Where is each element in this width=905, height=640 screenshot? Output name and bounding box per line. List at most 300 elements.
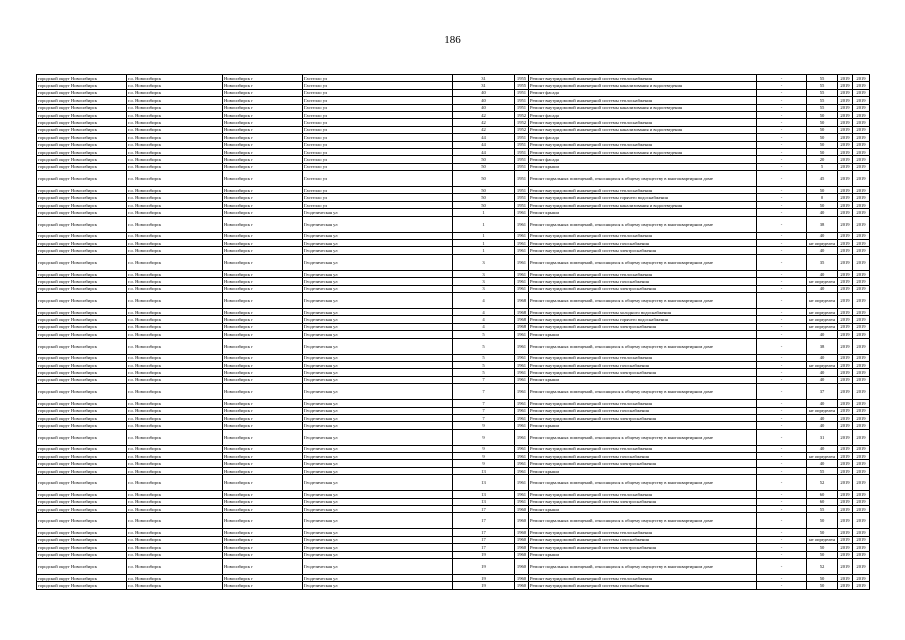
cell-municipal-unit: г.о. Новосибирск [127, 558, 223, 574]
cell-municipality: городской округ Новосибирск [37, 460, 127, 467]
cell-settlement: Новосибирск г [223, 384, 303, 400]
cell-planned-cost: 40 [807, 209, 838, 216]
cell-street: Гастелло ул [303, 97, 453, 104]
cell-street: Геодезическая ул [303, 292, 453, 308]
table-row [37, 376, 870, 383]
cell-work-note: - [757, 232, 807, 239]
cell-build-year: 1968 [515, 316, 529, 323]
cell-work-type: Ремонт внутридомовой инженерной системы теплоснабжения [529, 75, 757, 82]
cell-municipality: городской округ Новосибирск [37, 82, 127, 89]
cell-end-year: 2019 [853, 376, 870, 383]
cell-work-note: - [757, 445, 807, 452]
cell-planned-cost: 50 [807, 126, 838, 133]
cell-house-number: 7 [453, 400, 515, 407]
cell-municipality: городской округ Новосибирск [37, 247, 127, 254]
cell-planned-cost: 37 [807, 384, 838, 400]
cell-end-year: 2019 [853, 270, 870, 277]
cell-municipal-unit: г.о. Новосибирск [127, 240, 223, 247]
cell-settlement: Новосибирск г [223, 316, 303, 323]
cell-work-note: - [757, 156, 807, 163]
cell-settlement: Новосибирск г [223, 338, 303, 354]
cell-street: Геодезическая ул [303, 453, 453, 460]
cell-street: Геодезическая ул [303, 445, 453, 452]
cell-build-year: 1961 [515, 278, 529, 285]
cell-municipal-unit: г.о. Новосибирск [127, 187, 223, 194]
table-row [37, 429, 870, 445]
cell-start-year: 2019 [838, 407, 853, 414]
cell-house-number: 4 [453, 316, 515, 323]
table-row [37, 384, 870, 400]
cell-house-number: 9 [453, 429, 515, 445]
cell-work-note: - [757, 126, 807, 133]
cell-build-year: 1961 [515, 216, 529, 232]
cell-start-year: 2019 [838, 460, 853, 467]
table-row [37, 111, 870, 118]
table-row [37, 467, 870, 474]
cell-work-type: Ремонт крыши [529, 209, 757, 216]
cell-work-type: Ремонт крыши [529, 467, 757, 474]
cell-settlement: Новосибирск г [223, 491, 303, 498]
cell-street: Гастелло ул [303, 156, 453, 163]
cell-municipal-unit: г.о. Новосибирск [127, 513, 223, 529]
cell-street: Геодезическая ул [303, 467, 453, 474]
cell-municipality: городской округ Новосибирск [37, 544, 127, 551]
cell-build-year: 1952 [515, 126, 529, 133]
cell-settlement: Новосибирск г [223, 187, 303, 194]
cell-settlement: Новосибирск г [223, 414, 303, 421]
cell-planned-cost: 55 [807, 89, 838, 96]
cell-settlement: Новосибирск г [223, 194, 303, 201]
cell-end-year: 2019 [853, 429, 870, 445]
cell-work-note: - [757, 97, 807, 104]
cell-planned-cost: не определен [807, 361, 838, 368]
cell-work-note: - [757, 361, 807, 368]
cell-build-year: 1961 [515, 445, 529, 452]
cell-house-number: 4 [453, 308, 515, 315]
cell-street: Гастелло ул [303, 163, 453, 170]
cell-end-year: 2019 [853, 89, 870, 96]
table-row [37, 247, 870, 254]
table-row [37, 338, 870, 354]
cell-build-year: 1951 [515, 187, 529, 194]
cell-house-number: 13 [453, 491, 515, 498]
cell-municipality: городской округ Новосибирск [37, 338, 127, 354]
cell-planned-cost: 31 [807, 429, 838, 445]
cell-street: Геодезическая ул [303, 247, 453, 254]
cell-work-type: Ремонт подвальных помещений, относящихся к общему имуществу в многоквартирном доме [529, 338, 757, 354]
cell-municipal-unit: г.о. Новосибирск [127, 104, 223, 111]
cell-work-type: Ремонт крыши [529, 551, 757, 558]
cell-end-year: 2019 [853, 209, 870, 216]
cell-street: Геодезическая ул [303, 338, 453, 354]
cell-settlement: Новосибирск г [223, 506, 303, 513]
cell-end-year: 2019 [853, 544, 870, 551]
cell-work-type: Ремонт внутридомовой инженерной системы электроснабжения [529, 498, 757, 505]
cell-work-note: - [757, 582, 807, 589]
cell-municipality: городской округ Новосибирск [37, 316, 127, 323]
cell-planned-cost: не определен [807, 292, 838, 308]
cell-planned-cost: не определен [807, 453, 838, 460]
cell-work-note: - [757, 82, 807, 89]
cell-start-year: 2019 [838, 240, 853, 247]
table-row [37, 209, 870, 216]
cell-house-number: 40 [453, 97, 515, 104]
cell-start-year: 2019 [838, 506, 853, 513]
cell-start-year: 2019 [838, 104, 853, 111]
cell-municipal-unit: г.о. Новосибирск [127, 316, 223, 323]
cell-work-type: Ремонт внутридомовой инженерной системы канализования и водоотведения [529, 104, 757, 111]
cell-start-year: 2019 [838, 475, 853, 491]
cell-end-year: 2019 [853, 407, 870, 414]
table-row [37, 453, 870, 460]
cell-end-year: 2019 [853, 126, 870, 133]
cell-street: Геодезическая ул [303, 316, 453, 323]
cell-work-type: Ремонт внутридомовой инженерной системы теплоснабжения [529, 270, 757, 277]
table-row [37, 97, 870, 104]
cell-end-year: 2019 [853, 369, 870, 376]
cell-work-note: - [757, 171, 807, 187]
cell-work-type: Ремонт подвальных помещений, относящихся к общему имуществу в многоквартирном доме [529, 429, 757, 445]
cell-end-year: 2019 [853, 316, 870, 323]
cell-settlement: Новосибирск г [223, 216, 303, 232]
cell-build-year: 1961 [515, 422, 529, 429]
cell-street: Геодезическая ул [303, 400, 453, 407]
cell-settlement: Новосибирск г [223, 82, 303, 89]
cell-work-type: Ремонт внутридомовой инженерной системы горячего водоснабжения [529, 194, 757, 201]
cell-work-type: Ремонт внутридомовой инженерной системы теплоснабжения [529, 445, 757, 452]
cell-house-number: 3 [453, 254, 515, 270]
table-row [37, 119, 870, 126]
cell-build-year: 1961 [515, 429, 529, 445]
table-row [37, 551, 870, 558]
cell-municipal-unit: г.о. Новосибирск [127, 156, 223, 163]
cell-start-year: 2019 [838, 422, 853, 429]
cell-street: Геодезическая ул [303, 308, 453, 315]
cell-work-note: - [757, 141, 807, 148]
table-row [37, 163, 870, 170]
cell-settlement: Новосибирск г [223, 498, 303, 505]
cell-work-note: - [757, 187, 807, 194]
cell-municipality: городской округ Новосибирск [37, 536, 127, 543]
cell-planned-cost: 40 [807, 422, 838, 429]
cell-work-type: Ремонт внутридомовой инженерной системы холодного водоснабжения [529, 308, 757, 315]
cell-start-year: 2019 [838, 119, 853, 126]
cell-settlement: Новосибирск г [223, 467, 303, 474]
cell-street: Геодезическая ул [303, 460, 453, 467]
cell-end-year: 2019 [853, 400, 870, 407]
cell-settlement: Новосибирск г [223, 551, 303, 558]
cell-work-note: - [757, 506, 807, 513]
table-row [37, 194, 870, 201]
cell-street: Геодезическая ул [303, 498, 453, 505]
cell-municipality: городской округ Новосибирск [37, 104, 127, 111]
cell-start-year: 2019 [838, 445, 853, 452]
cell-house-number: 1 [453, 209, 515, 216]
cell-municipal-unit: г.о. Новосибирск [127, 308, 223, 315]
cell-house-number: 4 [453, 292, 515, 308]
table-row [37, 574, 870, 581]
cell-house-number: 3 [453, 285, 515, 292]
cell-work-type: Ремонт подвальных помещений, относящихся к общему имуществу в многоквартирном доме [529, 384, 757, 400]
cell-build-year: 1961 [515, 414, 529, 421]
cell-work-note: - [757, 163, 807, 170]
cell-work-note: - [757, 429, 807, 445]
cell-street: Гастелло ул [303, 89, 453, 96]
cell-planned-cost: 0 [807, 194, 838, 201]
cell-start-year: 2019 [838, 156, 853, 163]
cell-municipality: городской округ Новосибирск [37, 513, 127, 529]
cell-build-year: 1961 [515, 475, 529, 491]
cell-build-year: 1961 [515, 254, 529, 270]
table-row [37, 240, 870, 247]
cell-municipality: городской округ Новосибирск [37, 376, 127, 383]
cell-settlement: Новосибирск г [223, 460, 303, 467]
cell-municipal-unit: г.о. Новосибирск [127, 209, 223, 216]
cell-municipal-unit: г.о. Новосибирск [127, 97, 223, 104]
cell-work-type: Ремонт внутридомовой инженерной системы горячего водоснабжения [529, 316, 757, 323]
cell-work-note: - [757, 209, 807, 216]
cell-build-year: 1951 [515, 156, 529, 163]
cell-planned-cost: не определен [807, 240, 838, 247]
cell-house-number: 50 [453, 163, 515, 170]
cell-planned-cost: 50 [807, 119, 838, 126]
cell-municipality: городской округ Новосибирск [37, 498, 127, 505]
cell-start-year: 2019 [838, 254, 853, 270]
cell-municipality: городской округ Новосибирск [37, 126, 127, 133]
cell-settlement: Новосибирск г [223, 240, 303, 247]
cell-municipality: городской округ Новосибирск [37, 75, 127, 82]
cell-street: Геодезическая ул [303, 384, 453, 400]
cell-municipal-unit: г.о. Новосибирск [127, 544, 223, 551]
cell-house-number: 44 [453, 134, 515, 141]
cell-planned-cost: 35 [807, 254, 838, 270]
cell-start-year: 2019 [838, 338, 853, 354]
cell-municipal-unit: г.о. Новосибирск [127, 354, 223, 361]
cell-house-number: 42 [453, 119, 515, 126]
cell-street: Геодезическая ул [303, 323, 453, 330]
cell-planned-cost: 40 [807, 369, 838, 376]
cell-municipality: городской округ Новосибирск [37, 89, 127, 96]
cell-municipal-unit: г.о. Новосибирск [127, 232, 223, 239]
cell-house-number: 1 [453, 240, 515, 247]
cell-start-year: 2019 [838, 529, 853, 536]
cell-work-note: - [757, 460, 807, 467]
cell-work-type: Ремонт внутридомовой инженерной системы электроснабжения [529, 414, 757, 421]
cell-municipality: городской округ Новосибирск [37, 384, 127, 400]
cell-house-number: 1 [453, 232, 515, 239]
cell-settlement: Новосибирск г [223, 247, 303, 254]
cell-work-note: - [757, 422, 807, 429]
cell-house-number: 40 [453, 89, 515, 96]
cell-municipal-unit: г.о. Новосибирск [127, 460, 223, 467]
cell-planned-cost: 40 [807, 331, 838, 338]
cell-build-year: 1961 [515, 338, 529, 354]
cell-end-year: 2019 [853, 194, 870, 201]
cell-work-type: Ремонт крыши [529, 422, 757, 429]
cell-work-type: Ремонт подвальных помещений, относящихся к общему имуществу в многоквартирном доме [529, 475, 757, 491]
cell-end-year: 2019 [853, 506, 870, 513]
cell-work-type: Ремонт внутридомовой инженерной системы теплоснабжения [529, 141, 757, 148]
cell-house-number: 13 [453, 498, 515, 505]
cell-start-year: 2019 [838, 331, 853, 338]
cell-street: Геодезическая ул [303, 216, 453, 232]
cell-settlement: Новосибирск г [223, 400, 303, 407]
cell-build-year: 1961 [515, 354, 529, 361]
cell-start-year: 2019 [838, 558, 853, 574]
cell-work-type: Ремонт подвальных помещений, относящихся к общему имуществу в многоквартирном доме [529, 171, 757, 187]
cell-settlement: Новосибирск г [223, 270, 303, 277]
cell-work-note: - [757, 148, 807, 155]
cell-end-year: 2019 [853, 551, 870, 558]
cell-start-year: 2019 [838, 513, 853, 529]
cell-planned-cost: 50 [807, 111, 838, 118]
cell-municipal-unit: г.о. Новосибирск [127, 270, 223, 277]
cell-work-type: Ремонт внутридомовой инженерной системы газоснабжения [529, 453, 757, 460]
cell-work-note: - [757, 75, 807, 82]
cell-planned-cost: не определен [807, 308, 838, 315]
cell-planned-cost: 50 [807, 551, 838, 558]
cell-work-type: Ремонт внутридомовой инженерной системы газоснабжения [529, 582, 757, 589]
cell-municipality: городской округ Новосибирск [37, 361, 127, 368]
table-row [37, 422, 870, 429]
repair-table-container [36, 74, 869, 590]
cell-municipal-unit: г.о. Новосибирск [127, 422, 223, 429]
cell-house-number: 31 [453, 75, 515, 82]
cell-settlement: Новосибирск г [223, 285, 303, 292]
cell-build-year: 1951 [515, 104, 529, 111]
cell-municipal-unit: г.о. Новосибирск [127, 216, 223, 232]
table-row [37, 75, 870, 82]
cell-municipal-unit: г.о. Новосибирск [127, 453, 223, 460]
cell-settlement: Новосибирск г [223, 323, 303, 330]
table-row [37, 558, 870, 574]
cell-house-number: 44 [453, 148, 515, 155]
cell-work-note: - [757, 414, 807, 421]
cell-street: Геодезическая ул [303, 574, 453, 581]
cell-work-type: Ремонт внутридомовой инженерной системы канализования и водоотведения [529, 126, 757, 133]
table-row [37, 126, 870, 133]
cell-start-year: 2019 [838, 369, 853, 376]
cell-planned-cost: 38 [807, 338, 838, 354]
cell-end-year: 2019 [853, 582, 870, 589]
cell-build-year: 1961 [515, 232, 529, 239]
cell-house-number: 19 [453, 574, 515, 581]
cell-settlement: Новосибирск г [223, 171, 303, 187]
table-row [37, 104, 870, 111]
cell-end-year: 2019 [853, 75, 870, 82]
cell-end-year: 2019 [853, 171, 870, 187]
table-row [37, 407, 870, 414]
cell-start-year: 2019 [838, 232, 853, 239]
cell-municipal-unit: г.о. Новосибирск [127, 498, 223, 505]
cell-settlement: Новосибирск г [223, 141, 303, 148]
cell-municipal-unit: г.о. Новосибирск [127, 171, 223, 187]
cell-house-number: 50 [453, 194, 515, 201]
cell-house-number: 50 [453, 156, 515, 163]
cell-work-note: - [757, 111, 807, 118]
cell-municipality: городской округ Новосибирск [37, 369, 127, 376]
cell-house-number: 44 [453, 141, 515, 148]
cell-end-year: 2019 [853, 119, 870, 126]
cell-municipal-unit: г.о. Новосибирск [127, 574, 223, 581]
cell-street: Геодезическая ул [303, 278, 453, 285]
table-row [37, 285, 870, 292]
cell-end-year: 2019 [853, 278, 870, 285]
cell-end-year: 2019 [853, 240, 870, 247]
table-row [37, 141, 870, 148]
cell-settlement: Новосибирск г [223, 163, 303, 170]
cell-work-note: - [757, 338, 807, 354]
cell-house-number: 31 [453, 82, 515, 89]
cell-start-year: 2019 [838, 82, 853, 89]
cell-municipal-unit: г.о. Новосибирск [127, 134, 223, 141]
table-row [37, 171, 870, 187]
table-row [37, 216, 870, 232]
cell-work-type: Ремонт внутридомовой инженерной системы теплоснабжения [529, 400, 757, 407]
cell-municipality: городской округ Новосибирск [37, 331, 127, 338]
cell-build-year: 1961 [515, 407, 529, 414]
cell-municipal-unit: г.о. Новосибирск [127, 445, 223, 452]
cell-planned-cost: 55 [807, 97, 838, 104]
cell-house-number: 40 [453, 104, 515, 111]
cell-work-type: Ремонт внутридомовой инженерной системы теплоснабжения [529, 97, 757, 104]
table-row [37, 316, 870, 323]
cell-start-year: 2019 [838, 247, 853, 254]
cell-house-number: 1 [453, 216, 515, 232]
cell-municipal-unit: г.о. Новосибирск [127, 194, 223, 201]
cell-work-note: - [757, 308, 807, 315]
cell-municipal-unit: г.о. Новосибирск [127, 292, 223, 308]
cell-work-type: Ремонт внутридомовой инженерной системы электроснабжения [529, 460, 757, 467]
cell-end-year: 2019 [853, 163, 870, 170]
cell-build-year: 1968 [515, 323, 529, 330]
cell-work-note: - [757, 278, 807, 285]
cell-build-year: 1961 [515, 285, 529, 292]
cell-build-year: 1951 [515, 171, 529, 187]
cell-planned-cost: 50 [807, 574, 838, 581]
cell-street: Геодезическая ул [303, 232, 453, 239]
cell-start-year: 2019 [838, 278, 853, 285]
cell-house-number: 9 [453, 453, 515, 460]
cell-municipal-unit: г.о. Новосибирск [127, 407, 223, 414]
cell-municipal-unit: г.о. Новосибирск [127, 75, 223, 82]
cell-street: Геодезическая ул [303, 536, 453, 543]
cell-municipal-unit: г.о. Новосибирск [127, 201, 223, 208]
cell-planned-cost: 40 [807, 414, 838, 421]
cell-start-year: 2019 [838, 201, 853, 208]
cell-planned-cost: 50 [807, 582, 838, 589]
cell-end-year: 2019 [853, 323, 870, 330]
cell-house-number: 42 [453, 126, 515, 133]
cell-end-year: 2019 [853, 111, 870, 118]
cell-settlement: Новосибирск г [223, 156, 303, 163]
cell-end-year: 2019 [853, 292, 870, 308]
cell-work-note: - [757, 104, 807, 111]
cell-build-year: 1951 [515, 194, 529, 201]
cell-house-number: 9 [453, 445, 515, 452]
cell-start-year: 2019 [838, 89, 853, 96]
cell-work-type: Ремонт фасада [529, 89, 757, 96]
cell-start-year: 2019 [838, 400, 853, 407]
table-row [37, 536, 870, 543]
cell-municipality: городской округ Новосибирск [37, 506, 127, 513]
table-row [37, 491, 870, 498]
cell-municipality: городской округ Новосибирск [37, 148, 127, 155]
cell-municipality: городской округ Новосибирск [37, 323, 127, 330]
cell-settlement: Новосибирск г [223, 201, 303, 208]
cell-planned-cost: 40 [807, 232, 838, 239]
cell-street: Гастелло ул [303, 111, 453, 118]
